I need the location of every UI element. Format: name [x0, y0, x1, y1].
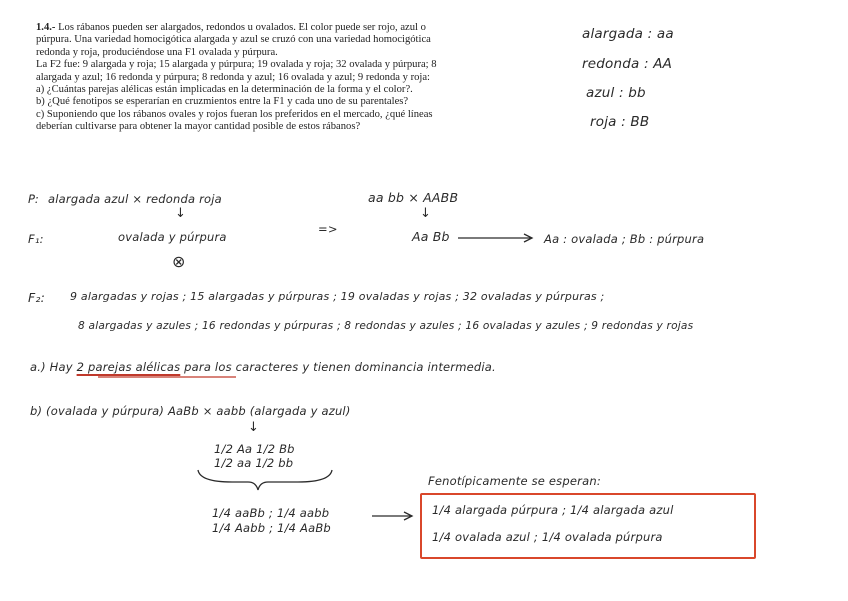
answer-a-prefix: a.) Hay: [30, 360, 73, 374]
answer-a-suffix: para los caracteres y tienen dominancia intermedia.: [184, 360, 496, 374]
phenotype-row-1: 1/4 alargada púrpura ; 1/4 alargada azul: [432, 503, 674, 517]
f1-label: F₁:: [28, 232, 44, 246]
result-row-1: 1/4 aaBb ; 1/4 aabb: [212, 506, 330, 520]
problem-line-9: deberían cultivarse para obtener la mayor cantidad posible de estos rábanos?: [36, 121, 361, 133]
problem-line-5: alargada y azul; 16 redonda y púrpura; 8 redonda y azul; 16 ovalada y azul; 9 redonda y roja:: [36, 71, 430, 83]
problem-question-c: c) Suponiendo que los rábanos ovales y rojos fueran los preferidos en el mercado, ¿qué líneas: [36, 108, 433, 120]
problem-text: Los rábanos pueden ser alargados, redondos u ovalados. El color puede ser rojo, azul o: [58, 22, 426, 33]
problem-line-4: La F2 fue: 9 alargada y roja; 15 alargada y púrpura; 19 ovalada y roja; 32 ovalada y púrpura; 8: [36, 59, 437, 71]
gametes-row-1: 1/2 Aa 1/2 Bb: [214, 442, 295, 456]
f2-line-1: 9 alargadas y rojas ; 15 alargadas y púrpuras ; 19 ovaladas y rojas ; 32 ovaladas y púrpuras ;: [70, 290, 605, 303]
right-arrow-icon: [372, 512, 412, 520]
f2-label: F₂:: [28, 290, 46, 305]
brace-icon: [198, 470, 332, 490]
fenotipos-label: Fenotípicamente se esperan:: [428, 474, 601, 488]
p-genotype: aa bb × AABB: [368, 190, 459, 205]
p-label: P:: [28, 192, 40, 206]
legend-roja: roja : BB: [590, 114, 650, 130]
f1-phenotype: ovalada y púrpura: [118, 230, 227, 244]
problem-question-a: a) ¿Cuántas parejas alélicas están implicadas en la determinación de la forma y el color?.: [36, 84, 413, 96]
f1-genotype: Aa Bb: [412, 229, 450, 244]
legend-azul: azul : bb: [586, 85, 646, 101]
answer-b-cross: b) (ovalada y púrpura) AaBb × aabb (alargada y azul): [30, 404, 351, 418]
right-arrow-icon: [458, 234, 532, 242]
legend-alargada: alargada : aa: [582, 26, 674, 42]
result-row-2: 1/4 Aabb ; 1/4 AaBb: [212, 521, 331, 535]
phenotype-row-2: 1/4 ovalada azul ; 1/4 ovalada púrpura: [432, 530, 663, 544]
selfing-symbol-icon: ⊗: [172, 252, 186, 271]
legend-redonda: redonda : AA: [582, 56, 673, 72]
problem-line-2: púrpura. Una variedad homocigótica alargada y azul se cruzó con una variedad homocigótica: [36, 34, 431, 46]
f2-line-2: 8 alargadas y azules ; 16 redondas y púrpuras ; 8 redondas y azules ; 16 ovaladas y azules ; 9 redondas y rojas: [78, 320, 694, 332]
problem-line-3: redonda y roja, produciéndose una F1 ovalada y púrpura.: [36, 46, 278, 58]
implies-arrow: =>: [318, 222, 338, 236]
problem-question-b: b) ¿Qué fenotipos se esperarían en cruzmientos entre la F1 y cada uno de su parentales?: [36, 96, 409, 108]
problem-number: 1.4.-: [36, 22, 56, 33]
arrow-down-icon: ↓: [248, 420, 260, 435]
p-cross: alargada azul × redonda roja: [48, 192, 222, 206]
f1-result: Aa : ovalada ; Bb : púrpura: [544, 232, 705, 246]
arrow-down-icon: ↓: [175, 206, 187, 221]
gametes-row-2: 1/2 aa 1/2 bb: [214, 456, 294, 470]
arrow-down-icon: ↓: [420, 206, 432, 221]
answer-a-highlight: 2 parejas alélicas: [76, 360, 181, 374]
